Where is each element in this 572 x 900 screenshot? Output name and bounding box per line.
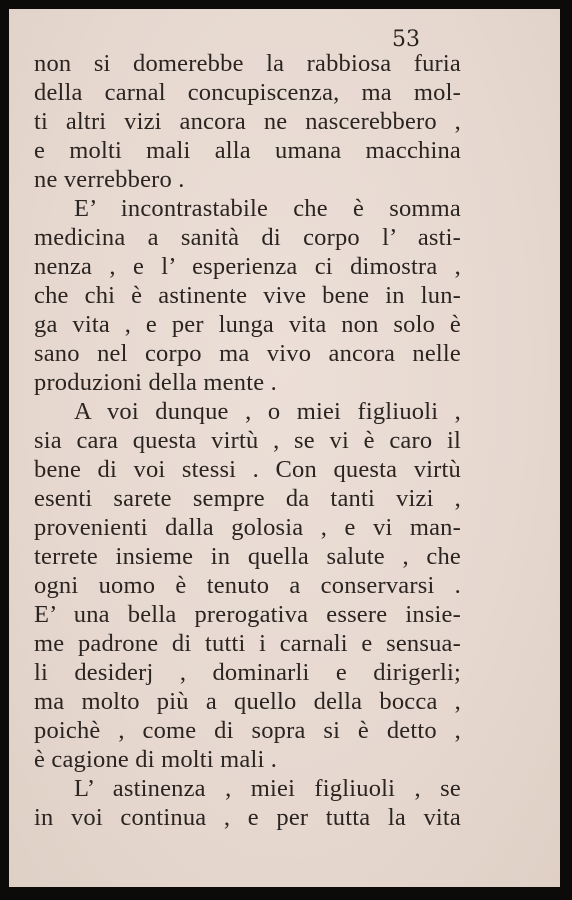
text-line: medicina a sanità di corpo l’ asti- bbox=[34, 224, 461, 251]
text-line: in voi continua , e per tutta la vita bbox=[34, 804, 461, 831]
text-line: E’ una bella prerogativa essere insie- bbox=[34, 601, 461, 628]
book-page bbox=[9, 9, 560, 887]
text-line: sano nel corpo ma vivo ancora nelle bbox=[34, 340, 461, 367]
text-line: bene di voi stessi . Con questa virtù bbox=[34, 456, 461, 483]
text-line: ne verrebbero . bbox=[34, 166, 185, 193]
text-line: della carnal concupiscenza, ma mol- bbox=[34, 79, 461, 106]
text-line: A voi dunque , o miei figliuoli , bbox=[74, 398, 461, 425]
text-line: sia cara questa virtù , se vi è caro il bbox=[34, 427, 461, 454]
text-line: ga vita , e per lunga vita non solo è bbox=[34, 311, 461, 338]
text-line: provenienti dalla golosia , e vi man- bbox=[34, 514, 461, 541]
text-line: ti altri vizi ancora ne nascerebbero , bbox=[34, 108, 461, 135]
text-line: non si domerebbe la rabbiosa furia bbox=[34, 50, 461, 77]
text-line: terrete insieme in quella salute , che bbox=[34, 543, 461, 570]
text-line: me padrone di tutti i carnali e sensua- bbox=[34, 630, 461, 657]
text-line: ma molto più a quello della bocca , bbox=[34, 688, 461, 715]
text-line: li desiderj , dominarli e dirigerli; bbox=[34, 659, 461, 686]
text-line: che chi è astinente vive bene in lun- bbox=[34, 282, 461, 309]
text-line: e molti mali alla umana macchina bbox=[34, 137, 461, 164]
page-body-text bbox=[34, 49, 461, 832]
text-line: poichè , come di sopra si è detto , bbox=[34, 717, 461, 744]
text-line: è cagione di molti mali . bbox=[34, 746, 278, 773]
text-line: esenti sarete sempre da tanti vizi , bbox=[34, 485, 461, 512]
page-number: 53 bbox=[392, 27, 420, 52]
text-line: ogni uomo è tenuto a conservarsi . bbox=[34, 572, 461, 599]
text-line: E’ incontrastabile che è somma bbox=[74, 195, 461, 222]
text-line: produzioni della mente . bbox=[34, 369, 277, 396]
text-line: L’ astinenza , miei figliuoli , se bbox=[74, 775, 461, 802]
text-line: nenza , e l’ esperienza ci dimostra , bbox=[34, 253, 461, 280]
